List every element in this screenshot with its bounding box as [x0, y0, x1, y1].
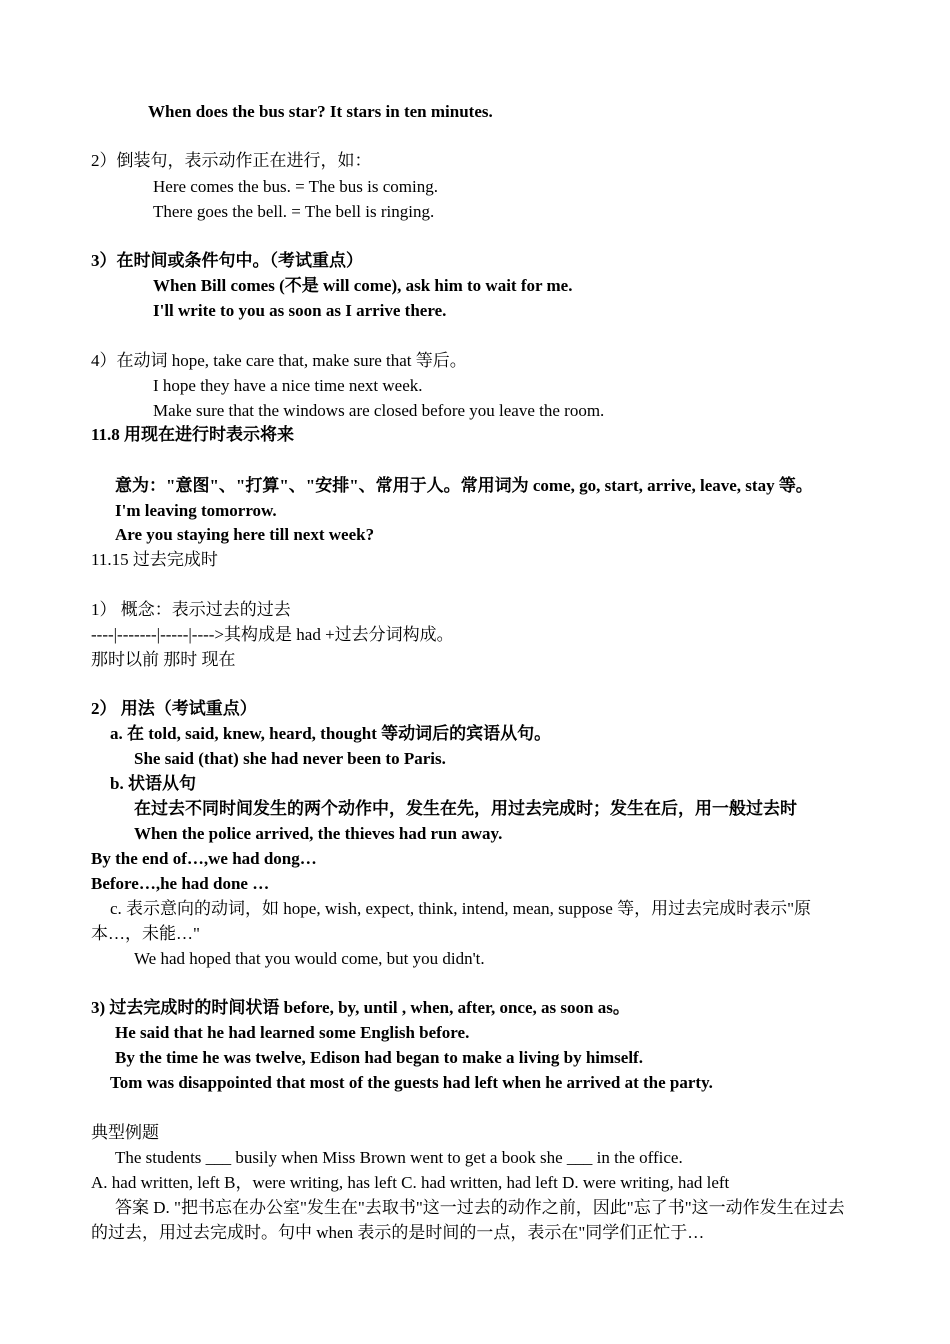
text-line: Tom was disappointed that most of the guests had left when he arrived at the party.	[110, 1073, 713, 1092]
text-line: We had hoped that you would come, but you didn't.	[134, 949, 485, 968]
text-line: When Bill comes (不是 will come), ask him to wait for me.	[153, 276, 573, 295]
text-line: I'll write to you as soon as I arrive there.	[153, 301, 447, 320]
text-line: There goes the bell. = The bell is ringing.	[153, 202, 435, 221]
text-line: a. 在 told, said, knew, heard, thought 等动词后的宾语从句。	[110, 724, 552, 743]
text-line: 在过去不同时间发生的两个动作中，发生在先，用过去完成时；发生在后，用一般过去时	[134, 799, 797, 818]
text-line: 4）在动词 hope, take care that, make sure that 等后。	[91, 351, 467, 370]
answer-explanation: 答案 D. "把书忘在办公室"发生在"去取书"这一过去的动作之前，因此"忘了书"这一动作发生在过去的过去，用过去完成时。句中 when 表示的是时间的一点，表示在"同学们正忙于…	[91, 1198, 845, 1242]
section-heading: 11.15 过去完成时	[91, 550, 218, 569]
section-heading: 典型例题	[91, 1123, 159, 1142]
text-line: When the police arrived, the thieves had run away.	[134, 824, 503, 843]
section-heading: 11.8 用现在进行时表示将来	[91, 425, 295, 444]
text-line: By the end of…,we had dong…	[91, 849, 317, 868]
text-line: He said that he had learned some English before.	[115, 1023, 470, 1042]
text-line: 意为："意图"、"打算"、"安排"、常用于人。常用词为 come, go, start, arrive, leave, stay 等。	[115, 476, 813, 495]
text-line: Before…,he had done …	[91, 874, 270, 893]
text-line: I'm leaving tomorrow.	[115, 501, 277, 520]
text-line: Are you staying here till next week?	[115, 525, 375, 544]
text-line: By the time he was twelve, Edison had began to make a living by himself.	[115, 1048, 643, 1067]
section-heading: 3) 过去完成时的时间状语 before, by, until , when, after, once, as soon as。	[91, 998, 630, 1017]
text-line: 1） 概念：表示过去的过去	[91, 600, 291, 619]
answer-options: A. had written, left B，were writing, has left C. had written, had left D. were writing, had left	[91, 1173, 730, 1192]
timeline-line: ----|-------|-----|---->其构成是 had +过去分词构成。	[91, 625, 454, 644]
section-heading: 3）在时间或条件句中。（考试重点）	[91, 251, 363, 270]
text-line: Here comes the bus. = The bus is coming.	[153, 177, 438, 196]
timeline-labels: 那时以前 那时 现在	[91, 650, 236, 669]
paragraph-c-note: c. 表示意向的动词，如 hope, wish, expect, think, intend, mean, suppose 等，用过去完成时表示"原本…，未能…"	[91, 899, 812, 943]
text-line: I hope they have a nice time next week.	[153, 376, 423, 395]
question-text: The students ___ busily when Miss Brown went to get a book she ___ in the office.	[115, 1148, 683, 1167]
text-line: 2）倒装句，表示动作正在进行，如：	[91, 151, 372, 170]
text-line: She said (that) she had never been to Paris.	[134, 749, 446, 768]
text-line: b. 状语从句	[110, 774, 196, 793]
text-line: When does the bus star? It stars in ten minutes.	[148, 102, 493, 121]
text-line: Make sure that the windows are closed before you leave the room.	[153, 401, 605, 420]
section-heading: 2） 用法（考试重点）	[91, 699, 257, 718]
